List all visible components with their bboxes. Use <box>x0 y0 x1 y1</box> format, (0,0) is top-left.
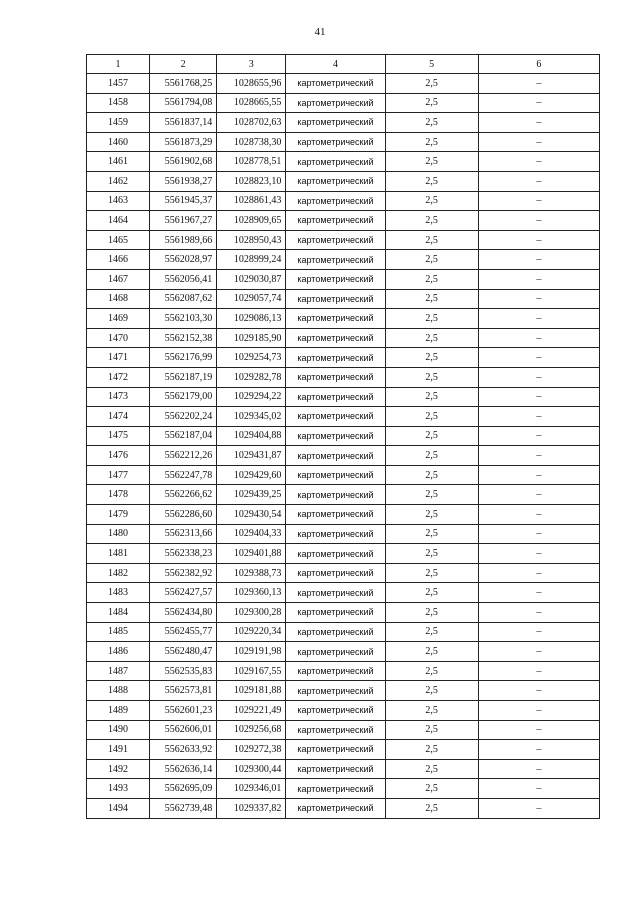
table-row <box>87 583 600 603</box>
cell-note: – <box>478 485 599 505</box>
cell-method: картометрический <box>286 603 385 623</box>
cell-point-number: 1486 <box>87 642 150 662</box>
table-row <box>87 798 600 818</box>
cell-note: – <box>478 622 599 642</box>
cell-point-number: 1477 <box>87 465 150 485</box>
cell-method: картометрический <box>286 171 385 191</box>
cell-accuracy: 2,5 <box>385 426 478 446</box>
table-row <box>87 191 600 211</box>
cell-note: – <box>478 505 599 525</box>
cell-y-coordinate: 1029300,44 <box>217 759 286 779</box>
cell-method: картометрический <box>286 211 385 231</box>
coordinates-table <box>86 54 600 819</box>
cell-note: – <box>478 583 599 603</box>
cell-x-coordinate: 5562202,24 <box>150 407 217 427</box>
cell-accuracy: 2,5 <box>385 230 478 250</box>
cell-x-coordinate: 5562636,14 <box>150 759 217 779</box>
cell-note: – <box>478 524 599 544</box>
table-row <box>87 367 600 387</box>
cell-x-coordinate: 5562434,80 <box>150 603 217 623</box>
cell-y-coordinate: 1029346,01 <box>217 779 286 799</box>
cell-accuracy: 2,5 <box>385 74 478 94</box>
cell-point-number: 1466 <box>87 250 150 270</box>
cell-x-coordinate: 5562103,30 <box>150 309 217 329</box>
cell-accuracy: 2,5 <box>385 250 478 270</box>
table-row <box>87 563 600 583</box>
cell-accuracy: 2,5 <box>385 269 478 289</box>
cell-x-coordinate: 5562266,62 <box>150 485 217 505</box>
cell-point-number: 1467 <box>87 269 150 289</box>
cell-x-coordinate: 5561938,27 <box>150 171 217 191</box>
cell-accuracy: 2,5 <box>385 681 478 701</box>
cell-y-coordinate: 1028702,63 <box>217 113 286 133</box>
cell-y-coordinate: 1029030,87 <box>217 269 286 289</box>
cell-accuracy: 2,5 <box>385 603 478 623</box>
cell-x-coordinate: 5562212,26 <box>150 446 217 466</box>
cell-x-coordinate: 5561873,29 <box>150 132 217 152</box>
cell-note: – <box>478 211 599 231</box>
cell-method: картометрический <box>286 426 385 446</box>
table-row <box>87 250 600 270</box>
cell-point-number: 1474 <box>87 407 150 427</box>
table-row <box>87 407 600 427</box>
cell-point-number: 1460 <box>87 132 150 152</box>
cell-method: картометрический <box>286 544 385 564</box>
cell-method: картометрический <box>286 250 385 270</box>
cell-accuracy: 2,5 <box>385 328 478 348</box>
cell-point-number: 1457 <box>87 74 150 94</box>
cell-x-coordinate: 5561768,25 <box>150 74 217 94</box>
cell-x-coordinate: 5562028,97 <box>150 250 217 270</box>
table-row <box>87 289 600 309</box>
cell-y-coordinate: 1028999,24 <box>217 250 286 270</box>
cell-y-coordinate: 1029345,02 <box>217 407 286 427</box>
cell-y-coordinate: 1029300,28 <box>217 603 286 623</box>
table-row <box>87 211 600 231</box>
cell-y-coordinate: 1029220,34 <box>217 622 286 642</box>
cell-point-number: 1478 <box>87 485 150 505</box>
cell-y-coordinate: 1029439,25 <box>217 485 286 505</box>
cell-x-coordinate: 5561837,14 <box>150 113 217 133</box>
cell-method: картометрический <box>286 348 385 368</box>
cell-method: картометрический <box>286 74 385 94</box>
cell-y-coordinate: 1029167,55 <box>217 661 286 681</box>
cell-x-coordinate: 5562427,57 <box>150 583 217 603</box>
cell-note: – <box>478 309 599 329</box>
cell-x-coordinate: 5562606,01 <box>150 720 217 740</box>
cell-point-number: 1459 <box>87 113 150 133</box>
cell-note: – <box>478 544 599 564</box>
cell-point-number: 1490 <box>87 720 150 740</box>
cell-point-number: 1469 <box>87 309 150 329</box>
cell-method: картометрический <box>286 720 385 740</box>
table-row <box>87 309 600 329</box>
cell-accuracy: 2,5 <box>385 524 478 544</box>
cell-point-number: 1461 <box>87 152 150 172</box>
cell-note: – <box>478 426 599 446</box>
cell-method: картометрический <box>286 681 385 701</box>
cell-point-number: 1465 <box>87 230 150 250</box>
cell-note: – <box>478 563 599 583</box>
cell-point-number: 1480 <box>87 524 150 544</box>
cell-method: картометрический <box>286 328 385 348</box>
cell-y-coordinate: 1029282,78 <box>217 367 286 387</box>
cell-point-number: 1470 <box>87 328 150 348</box>
cell-x-coordinate: 5562601,23 <box>150 701 217 721</box>
cell-method: картометрический <box>286 152 385 172</box>
cell-y-coordinate: 1029185,90 <box>217 328 286 348</box>
cell-point-number: 1487 <box>87 661 150 681</box>
column-header-4: 4 <box>286 55 385 74</box>
table-row <box>87 779 600 799</box>
cell-x-coordinate: 5562152,38 <box>150 328 217 348</box>
cell-accuracy: 2,5 <box>385 289 478 309</box>
table-row <box>87 230 600 250</box>
cell-accuracy: 2,5 <box>385 505 478 525</box>
cell-method: картометрический <box>286 407 385 427</box>
cell-accuracy: 2,5 <box>385 642 478 662</box>
table-row <box>87 465 600 485</box>
cell-point-number: 1481 <box>87 544 150 564</box>
cell-note: – <box>478 93 599 113</box>
cell-accuracy: 2,5 <box>385 701 478 721</box>
table-row <box>87 642 600 662</box>
page-number: 41 <box>314 26 326 38</box>
cell-point-number: 1473 <box>87 387 150 407</box>
cell-y-coordinate: 1028665,55 <box>217 93 286 113</box>
cell-note: – <box>478 113 599 133</box>
cell-x-coordinate: 5562313,66 <box>150 524 217 544</box>
cell-point-number: 1463 <box>87 191 150 211</box>
cell-method: картометрический <box>286 642 385 662</box>
cell-note: – <box>478 779 599 799</box>
cell-y-coordinate: 1028655,96 <box>217 74 286 94</box>
cell-accuracy: 2,5 <box>385 661 478 681</box>
cell-note: – <box>478 250 599 270</box>
cell-x-coordinate: 5561989,66 <box>150 230 217 250</box>
cell-y-coordinate: 1028738,30 <box>217 132 286 152</box>
table-row <box>87 740 600 760</box>
cell-y-coordinate: 1028823,10 <box>217 171 286 191</box>
cell-x-coordinate: 5562087,62 <box>150 289 217 309</box>
cell-y-coordinate: 1029256,68 <box>217 720 286 740</box>
cell-note: – <box>478 152 599 172</box>
cell-point-number: 1492 <box>87 759 150 779</box>
cell-x-coordinate: 5561945,37 <box>150 191 217 211</box>
cell-point-number: 1476 <box>87 446 150 466</box>
table-row <box>87 93 600 113</box>
cell-point-number: 1464 <box>87 211 150 231</box>
cell-x-coordinate: 5562179,00 <box>150 387 217 407</box>
cell-x-coordinate: 5561902,68 <box>150 152 217 172</box>
cell-accuracy: 2,5 <box>385 465 478 485</box>
cell-y-coordinate: 1029272,38 <box>217 740 286 760</box>
cell-note: – <box>478 132 599 152</box>
cell-method: картометрический <box>286 387 385 407</box>
cell-note: – <box>478 269 599 289</box>
cell-x-coordinate: 5562286,60 <box>150 505 217 525</box>
cell-accuracy: 2,5 <box>385 779 478 799</box>
cell-accuracy: 2,5 <box>385 348 478 368</box>
cell-x-coordinate: 5562739,48 <box>150 798 217 818</box>
cell-y-coordinate: 1029430,54 <box>217 505 286 525</box>
cell-method: картометрический <box>286 309 385 329</box>
column-header-5: 5 <box>385 55 478 74</box>
cell-point-number: 1488 <box>87 681 150 701</box>
table-row <box>87 720 600 740</box>
cell-note: – <box>478 191 599 211</box>
table-row <box>87 328 600 348</box>
cell-y-coordinate: 1028861,43 <box>217 191 286 211</box>
cell-note: – <box>478 642 599 662</box>
cell-note: – <box>478 171 599 191</box>
cell-method: картометрический <box>286 759 385 779</box>
cell-x-coordinate: 5562633,92 <box>150 740 217 760</box>
cell-note: – <box>478 661 599 681</box>
table-row <box>87 544 600 564</box>
cell-y-coordinate: 1029086,13 <box>217 309 286 329</box>
cell-point-number: 1471 <box>87 348 150 368</box>
column-header-3: 3 <box>217 55 286 74</box>
cell-x-coordinate: 5562187,19 <box>150 367 217 387</box>
cell-accuracy: 2,5 <box>385 367 478 387</box>
cell-method: картометрический <box>286 583 385 603</box>
cell-point-number: 1468 <box>87 289 150 309</box>
cell-y-coordinate: 1029404,88 <box>217 426 286 446</box>
cell-note: – <box>478 348 599 368</box>
cell-x-coordinate: 5562695,09 <box>150 779 217 799</box>
table-row <box>87 524 600 544</box>
cell-point-number: 1458 <box>87 93 150 113</box>
table-row <box>87 759 600 779</box>
cell-accuracy: 2,5 <box>385 407 478 427</box>
cell-x-coordinate: 5562535,83 <box>150 661 217 681</box>
cell-accuracy: 2,5 <box>385 485 478 505</box>
cell-x-coordinate: 5562187,04 <box>150 426 217 446</box>
column-header-2: 2 <box>150 55 217 74</box>
cell-method: картометрический <box>286 563 385 583</box>
cell-point-number: 1479 <box>87 505 150 525</box>
cell-note: – <box>478 230 599 250</box>
cell-method: картометрический <box>286 701 385 721</box>
cell-method: картометрический <box>286 269 385 289</box>
table-row <box>87 348 600 368</box>
cell-method: картометрический <box>286 191 385 211</box>
cell-point-number: 1494 <box>87 798 150 818</box>
cell-point-number: 1482 <box>87 563 150 583</box>
cell-accuracy: 2,5 <box>385 720 478 740</box>
cell-note: – <box>478 289 599 309</box>
cell-y-coordinate: 1028909,65 <box>217 211 286 231</box>
cell-method: картометрический <box>286 505 385 525</box>
cell-y-coordinate: 1029388,73 <box>217 563 286 583</box>
table-body <box>87 74 600 819</box>
cell-method: картометрический <box>286 465 385 485</box>
cell-point-number: 1485 <box>87 622 150 642</box>
cell-point-number: 1489 <box>87 701 150 721</box>
cell-x-coordinate: 5562455,77 <box>150 622 217 642</box>
cell-point-number: 1484 <box>87 603 150 623</box>
cell-accuracy: 2,5 <box>385 152 478 172</box>
cell-x-coordinate: 5562382,92 <box>150 563 217 583</box>
cell-point-number: 1493 <box>87 779 150 799</box>
table-row <box>87 171 600 191</box>
cell-x-coordinate: 5562056,41 <box>150 269 217 289</box>
cell-y-coordinate: 1029401,88 <box>217 544 286 564</box>
cell-method: картометрический <box>286 367 385 387</box>
cell-note: – <box>478 798 599 818</box>
table-row <box>87 152 600 172</box>
cell-accuracy: 2,5 <box>385 191 478 211</box>
cell-method: картометрический <box>286 485 385 505</box>
cell-y-coordinate: 1029360,13 <box>217 583 286 603</box>
table-row <box>87 269 600 289</box>
cell-note: – <box>478 759 599 779</box>
cell-accuracy: 2,5 <box>385 387 478 407</box>
cell-y-coordinate: 1029191,98 <box>217 642 286 662</box>
cell-accuracy: 2,5 <box>385 211 478 231</box>
cell-accuracy: 2,5 <box>385 563 478 583</box>
column-header-1: 1 <box>87 55 150 74</box>
table-row <box>87 661 600 681</box>
cell-method: картометрический <box>286 740 385 760</box>
cell-note: – <box>478 446 599 466</box>
cell-method: картометрический <box>286 524 385 544</box>
cell-method: картометрический <box>286 661 385 681</box>
cell-accuracy: 2,5 <box>385 93 478 113</box>
table-row <box>87 387 600 407</box>
cell-x-coordinate: 5561794,08 <box>150 93 217 113</box>
cell-y-coordinate: 1028950,43 <box>217 230 286 250</box>
cell-method: картометрический <box>286 779 385 799</box>
cell-point-number: 1462 <box>87 171 150 191</box>
cell-y-coordinate: 1029057,74 <box>217 289 286 309</box>
cell-accuracy: 2,5 <box>385 446 478 466</box>
table-row <box>87 446 600 466</box>
table-row <box>87 603 600 623</box>
table-row <box>87 701 600 721</box>
table-row <box>87 113 600 133</box>
cell-y-coordinate: 1029221,49 <box>217 701 286 721</box>
cell-y-coordinate: 1028778,51 <box>217 152 286 172</box>
column-header-6: 6 <box>478 55 599 74</box>
cell-method: картометрический <box>286 289 385 309</box>
cell-method: картометрический <box>286 230 385 250</box>
cell-accuracy: 2,5 <box>385 171 478 191</box>
cell-note: – <box>478 328 599 348</box>
cell-accuracy: 2,5 <box>385 113 478 133</box>
cell-y-coordinate: 1029429,60 <box>217 465 286 485</box>
cell-note: – <box>478 701 599 721</box>
cell-x-coordinate: 5561967,27 <box>150 211 217 231</box>
table-row <box>87 426 600 446</box>
cell-x-coordinate: 5562573,81 <box>150 681 217 701</box>
table-row <box>87 485 600 505</box>
cell-method: картометрический <box>286 622 385 642</box>
cell-point-number: 1475 <box>87 426 150 446</box>
cell-point-number: 1483 <box>87 583 150 603</box>
cell-method: картометрический <box>286 132 385 152</box>
cell-y-coordinate: 1029254,73 <box>217 348 286 368</box>
cell-method: картометрический <box>286 93 385 113</box>
cell-accuracy: 2,5 <box>385 798 478 818</box>
cell-note: – <box>478 387 599 407</box>
cell-x-coordinate: 5562176,99 <box>150 348 217 368</box>
cell-note: – <box>478 740 599 760</box>
cell-accuracy: 2,5 <box>385 583 478 603</box>
header-row <box>87 55 600 74</box>
cell-method: картометрический <box>286 113 385 133</box>
cell-accuracy: 2,5 <box>385 759 478 779</box>
cell-y-coordinate: 1029181,88 <box>217 681 286 701</box>
cell-point-number: 1472 <box>87 367 150 387</box>
cell-accuracy: 2,5 <box>385 132 478 152</box>
cell-y-coordinate: 1029404,33 <box>217 524 286 544</box>
cell-method: картометрический <box>286 446 385 466</box>
cell-note: – <box>478 720 599 740</box>
cell-method: картометрический <box>286 798 385 818</box>
cell-x-coordinate: 5562480,47 <box>150 642 217 662</box>
cell-accuracy: 2,5 <box>385 622 478 642</box>
table-row <box>87 622 600 642</box>
table-row <box>87 505 600 525</box>
cell-point-number: 1491 <box>87 740 150 760</box>
cell-note: – <box>478 465 599 485</box>
cell-note: – <box>478 407 599 427</box>
cell-x-coordinate: 5562338,23 <box>150 544 217 564</box>
cell-accuracy: 2,5 <box>385 309 478 329</box>
cell-accuracy: 2,5 <box>385 740 478 760</box>
cell-y-coordinate: 1029431,87 <box>217 446 286 466</box>
cell-note: – <box>478 74 599 94</box>
cell-y-coordinate: 1029294,22 <box>217 387 286 407</box>
cell-y-coordinate: 1029337,82 <box>217 798 286 818</box>
cell-accuracy: 2,5 <box>385 544 478 564</box>
cell-note: – <box>478 603 599 623</box>
table-row <box>87 132 600 152</box>
table-row <box>87 74 600 94</box>
table-row <box>87 681 600 701</box>
cell-note: – <box>478 367 599 387</box>
cell-note: – <box>478 681 599 701</box>
cell-x-coordinate: 5562247,78 <box>150 465 217 485</box>
